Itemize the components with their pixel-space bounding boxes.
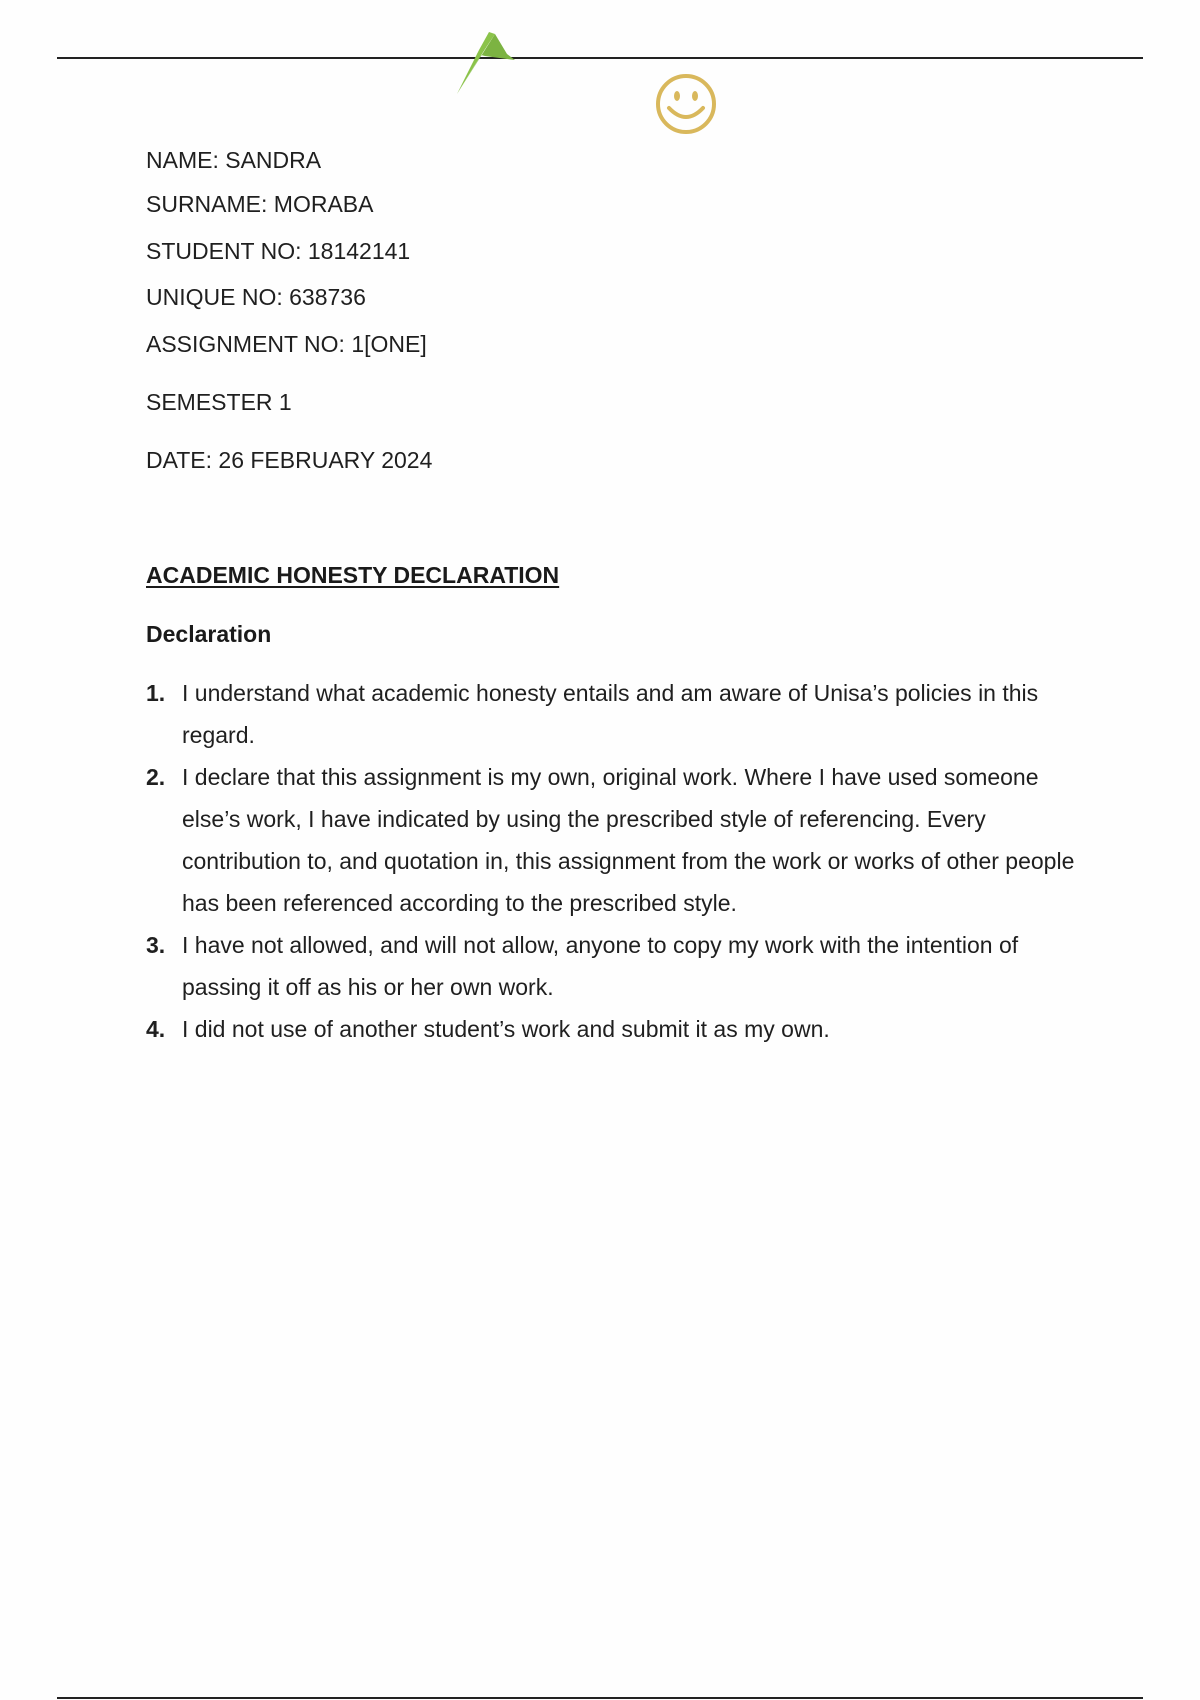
student-name: NAME: SANDRA (146, 147, 322, 173)
declaration-list (146, 672, 1076, 1050)
smiley-face-icon (654, 72, 718, 136)
declaration-item-text: I understand what academic honesty entails and am aware of Unisa’s policies in this regard. (182, 680, 1039, 748)
unique-number: UNIQUE NO: 638736 (146, 284, 366, 310)
bottom-rule (57, 1697, 1143, 1699)
declaration-item-text: I have not allowed, and will not allow, anyone to copy my work with the intention of passing it off as his or her own work. (182, 932, 1019, 1000)
student-number: STUDENT NO: 18142141 (146, 238, 411, 264)
semester: SEMESTER 1 (146, 389, 292, 415)
declaration-item (146, 1008, 1076, 1050)
declaration-item-number: 2. (146, 764, 166, 790)
tick-icon (455, 30, 517, 96)
declaration-subheading: Declaration (146, 621, 272, 647)
submission-date: DATE: 26 FEBRUARY 2024 (146, 447, 433, 473)
declaration-heading: ACADEMIC HONESTY DECLARATION (146, 562, 560, 588)
declaration-item-number: 1. (146, 680, 166, 706)
assignment-number: ASSIGNMENT NO: 1[ONE] (146, 331, 427, 357)
declaration-item (146, 672, 1076, 756)
declaration-item-text: I did not use of another student’s work and submit it as my own. (182, 1016, 830, 1042)
declaration-item-number: 4. (146, 1016, 166, 1042)
top-rule (57, 57, 1143, 59)
declaration-item-number: 3. (146, 932, 166, 958)
declaration-item-text: I declare that this assignment is my own, original work. Where I have used someone else’s work, I have indicated by using the prescribed style of referencing. Every contribution to, and quotation in, this assignment from the work or works of other people has been referenced according to the prescribed style. (182, 764, 1075, 916)
declaration-item (146, 756, 1076, 924)
student-surname: SURNAME: MORABA (146, 191, 374, 217)
declaration-item (146, 924, 1076, 1008)
